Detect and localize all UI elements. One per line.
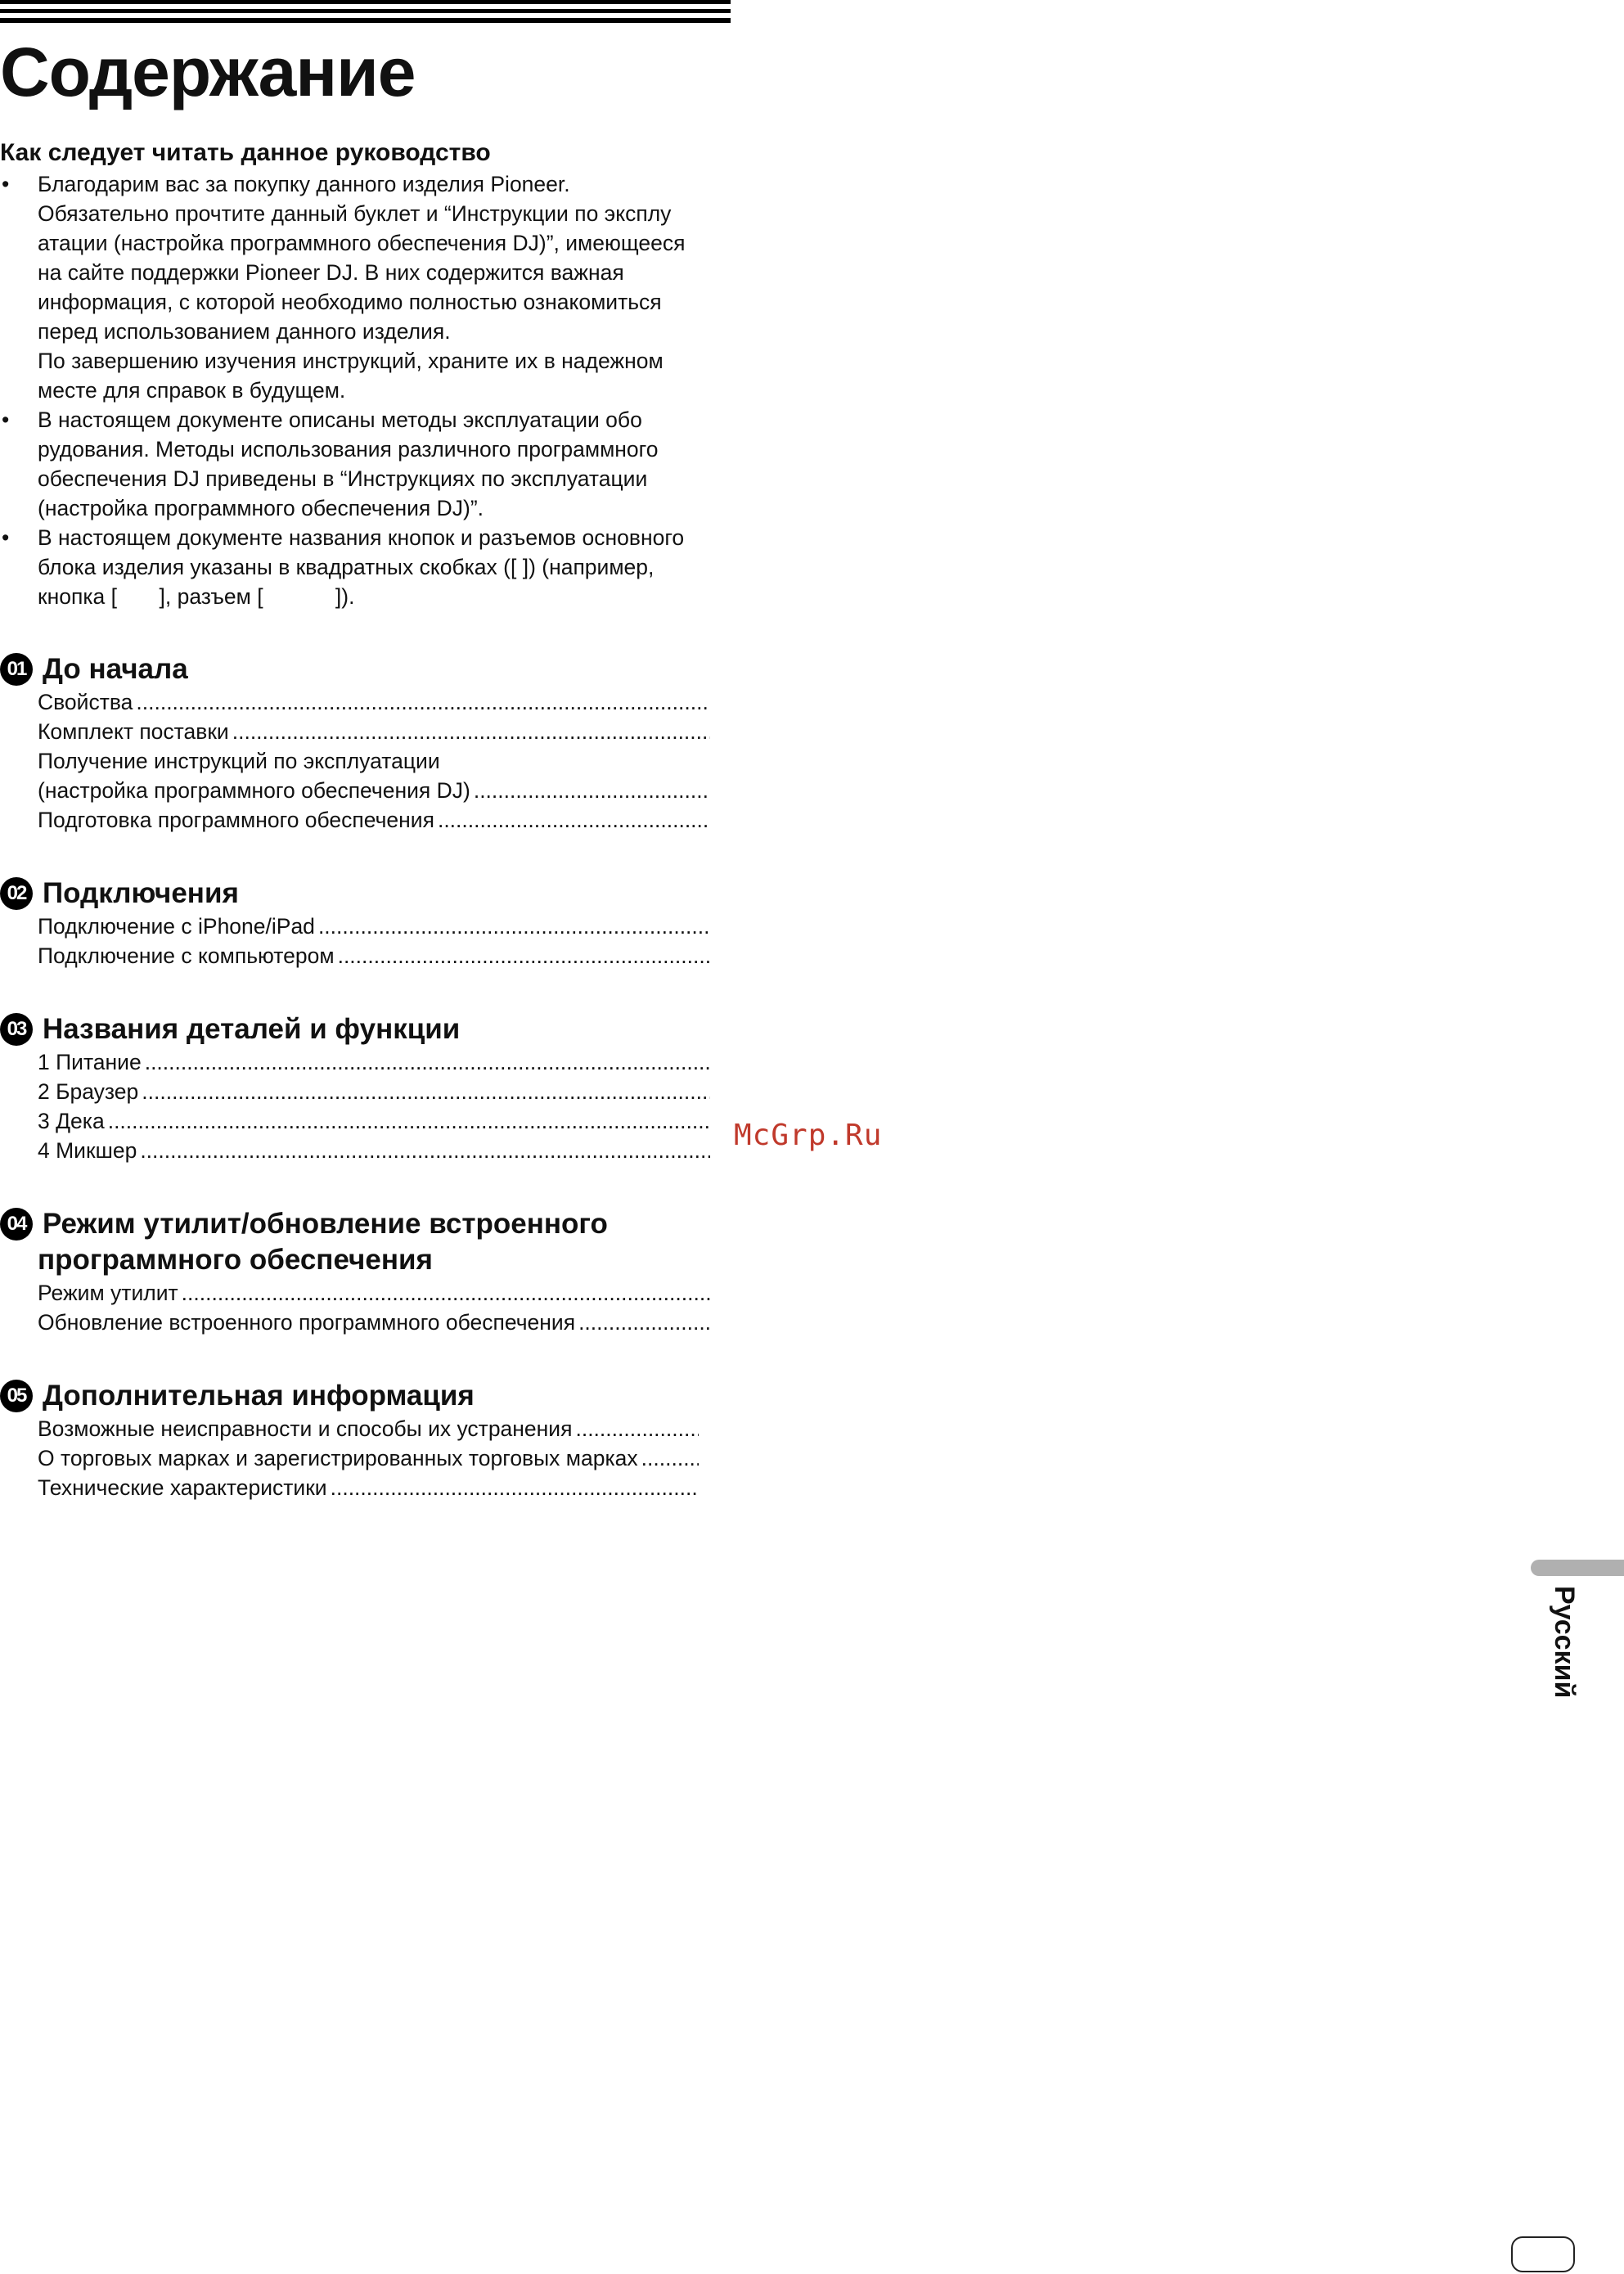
toc-entry-label: Подготовка программного обеспечения	[38, 808, 434, 832]
toc-entry-label: Комплект поставки	[38, 719, 229, 744]
toc-section-04	[0, 1206, 736, 1337]
toc-list	[0, 1414, 736, 1502]
intro-line: обеспечения DJ приведены в “Инструкциях по эксплуатации	[38, 466, 648, 491]
section-heading	[0, 1011, 736, 1047]
toc-entry-label: 2 Браузер	[38, 1079, 139, 1104]
intro-line: Обязательно прочтите данный буклет и “Инструкции по эксплу	[38, 201, 672, 226]
bullet-icon: •	[2, 172, 10, 196]
section-title: Названия деталей и функции	[43, 1013, 461, 1045]
dot-leader	[438, 805, 710, 835]
toc-list	[0, 1047, 736, 1165]
toc-entry-label: 3 Дека	[38, 1109, 105, 1133]
intro-line: В настоящем документе описаны методы эксплуатации обо	[38, 408, 642, 432]
section-title: программного обеспечения	[38, 1244, 433, 1276]
dot-leader	[182, 1278, 710, 1308]
section-title: Дополнительная информация	[43, 1380, 475, 1412]
dot-leader	[474, 776, 710, 805]
dot-leader	[140, 1136, 710, 1165]
page-number-tab	[1511, 2236, 1575, 2272]
dot-leader	[142, 1077, 710, 1106]
language-tab-bar	[1531, 1560, 1624, 1576]
toc-entry-label: Подключение с iPhone/iPad	[38, 914, 315, 939]
toc-entry-label: Получение инструкций по эксплуатации	[38, 749, 440, 773]
dot-leader	[578, 1308, 710, 1337]
toc-entry[interactable]	[38, 1047, 710, 1077]
section-heading	[0, 651, 736, 687]
intro-heading: Как следует читать данное руководство	[0, 139, 491, 166]
toc-entry-label: (настройка программного обеспечения DJ)	[38, 778, 470, 803]
toc-entry[interactable]	[38, 1136, 710, 1165]
language-tab-label: Русский	[1549, 1586, 1580, 1699]
toc-list	[0, 687, 736, 835]
toc-entry-label: Обновление встроенного программного обеспечения	[38, 1310, 576, 1335]
toc-entry[interactable]	[38, 687, 710, 717]
toc-entry[interactable]	[38, 1308, 710, 1337]
toc-section-01	[0, 651, 736, 835]
intro-line: Благодарим вас за покупку данного изделия Pioneer.	[38, 172, 570, 196]
toc-entry-label: Возможные неисправности и способы их устранения	[38, 1416, 573, 1441]
toc-entry-label: О торговых марках и зарегистрированных торговых марках	[38, 1446, 638, 1470]
intro-line: В настоящем документе названия кнопок и разъемов основного	[38, 525, 685, 550]
dot-leader	[145, 1047, 710, 1077]
toc-entry[interactable]	[38, 746, 736, 776]
header-rule	[0, 0, 731, 4]
intro-line: перед использованием данного изделия.	[38, 319, 451, 344]
toc-entry[interactable]	[38, 717, 710, 746]
section-number-badge: 05	[0, 1380, 33, 1412]
toc-entry-label: Свойства	[38, 690, 133, 714]
intro-line: По завершению изучения инструкций, храните их в надежном	[38, 349, 664, 373]
section-heading	[0, 876, 736, 912]
section-heading	[0, 1378, 736, 1414]
header-rules	[0, 0, 731, 28]
intro-line: на сайте поддержки Pioneer DJ. В них содержится важная	[38, 260, 624, 285]
dot-leader	[318, 912, 710, 941]
page-title: Содержание	[0, 34, 416, 110]
toc-list	[0, 912, 736, 970]
toc-entry[interactable]	[38, 1473, 699, 1502]
intro-line: месте для справок в будущем.	[38, 378, 346, 403]
dot-leader	[641, 1443, 699, 1473]
toc-entry[interactable]	[38, 1106, 710, 1136]
toc-section-05	[0, 1378, 736, 1502]
section-number-badge: 03	[0, 1013, 33, 1046]
intro-list	[0, 169, 736, 611]
toc-entry-label: Режим утилит	[38, 1281, 178, 1305]
dot-leader	[136, 687, 710, 717]
toc-section-02	[0, 876, 736, 970]
section-number-badge: 02	[0, 877, 33, 910]
toc-entry[interactable]	[38, 776, 710, 805]
header-rule	[0, 18, 731, 23]
dot-leader	[575, 1414, 699, 1443]
toc-entry[interactable]	[38, 1278, 710, 1308]
toc-entry-label: 4 Микшер	[38, 1138, 137, 1163]
intro-bullet	[0, 405, 736, 523]
intro-bullet	[0, 523, 736, 611]
section-title: Подключения	[43, 877, 239, 909]
bullet-icon: •	[2, 525, 10, 550]
watermark: McGrp.Ru	[734, 1119, 883, 1152]
dot-leader	[338, 941, 710, 970]
toc-entry[interactable]	[38, 912, 710, 941]
intro-bullet	[0, 169, 736, 405]
toc-entry[interactable]	[38, 1414, 699, 1443]
intro-line: кнопка [ ], разъем [ ]).	[38, 584, 355, 609]
toc-entry-label: Технические характеристики	[38, 1475, 327, 1500]
toc-entry-label: 1 Питание	[38, 1050, 142, 1074]
toc-entry[interactable]	[38, 805, 710, 835]
toc-section-03	[0, 1011, 736, 1165]
section-title: До начала	[43, 653, 188, 685]
intro-line: атации (настройка программного обеспечения DJ)”, имеющееся	[38, 231, 686, 255]
toc-entry[interactable]	[38, 1443, 699, 1473]
dot-leader	[331, 1473, 699, 1502]
intro-line: рудования. Методы использования различного программного	[38, 437, 659, 462]
header-rule	[0, 9, 731, 13]
intro-line: (настройка программного обеспечения DJ)”.	[38, 496, 484, 520]
intro-line: информация, с которой необходимо полностью ознакомиться	[38, 290, 662, 314]
dot-leader	[232, 717, 710, 746]
intro-line: блока изделия указаны в квадратных скобках ([ ]) (например,	[38, 555, 655, 579]
dot-leader	[108, 1106, 710, 1136]
toc-entry[interactable]	[38, 941, 710, 970]
bullet-icon: •	[2, 408, 10, 432]
toc-list	[0, 1278, 736, 1337]
toc-entry[interactable]	[38, 1077, 710, 1106]
toc-entry-label: Подключение с компьютером	[38, 943, 335, 968]
section-number-badge: 01	[0, 653, 33, 686]
section-title: Режим утилит/обновление встроенного	[43, 1208, 608, 1240]
section-heading	[0, 1206, 736, 1278]
section-number-badge: 04	[0, 1208, 33, 1241]
